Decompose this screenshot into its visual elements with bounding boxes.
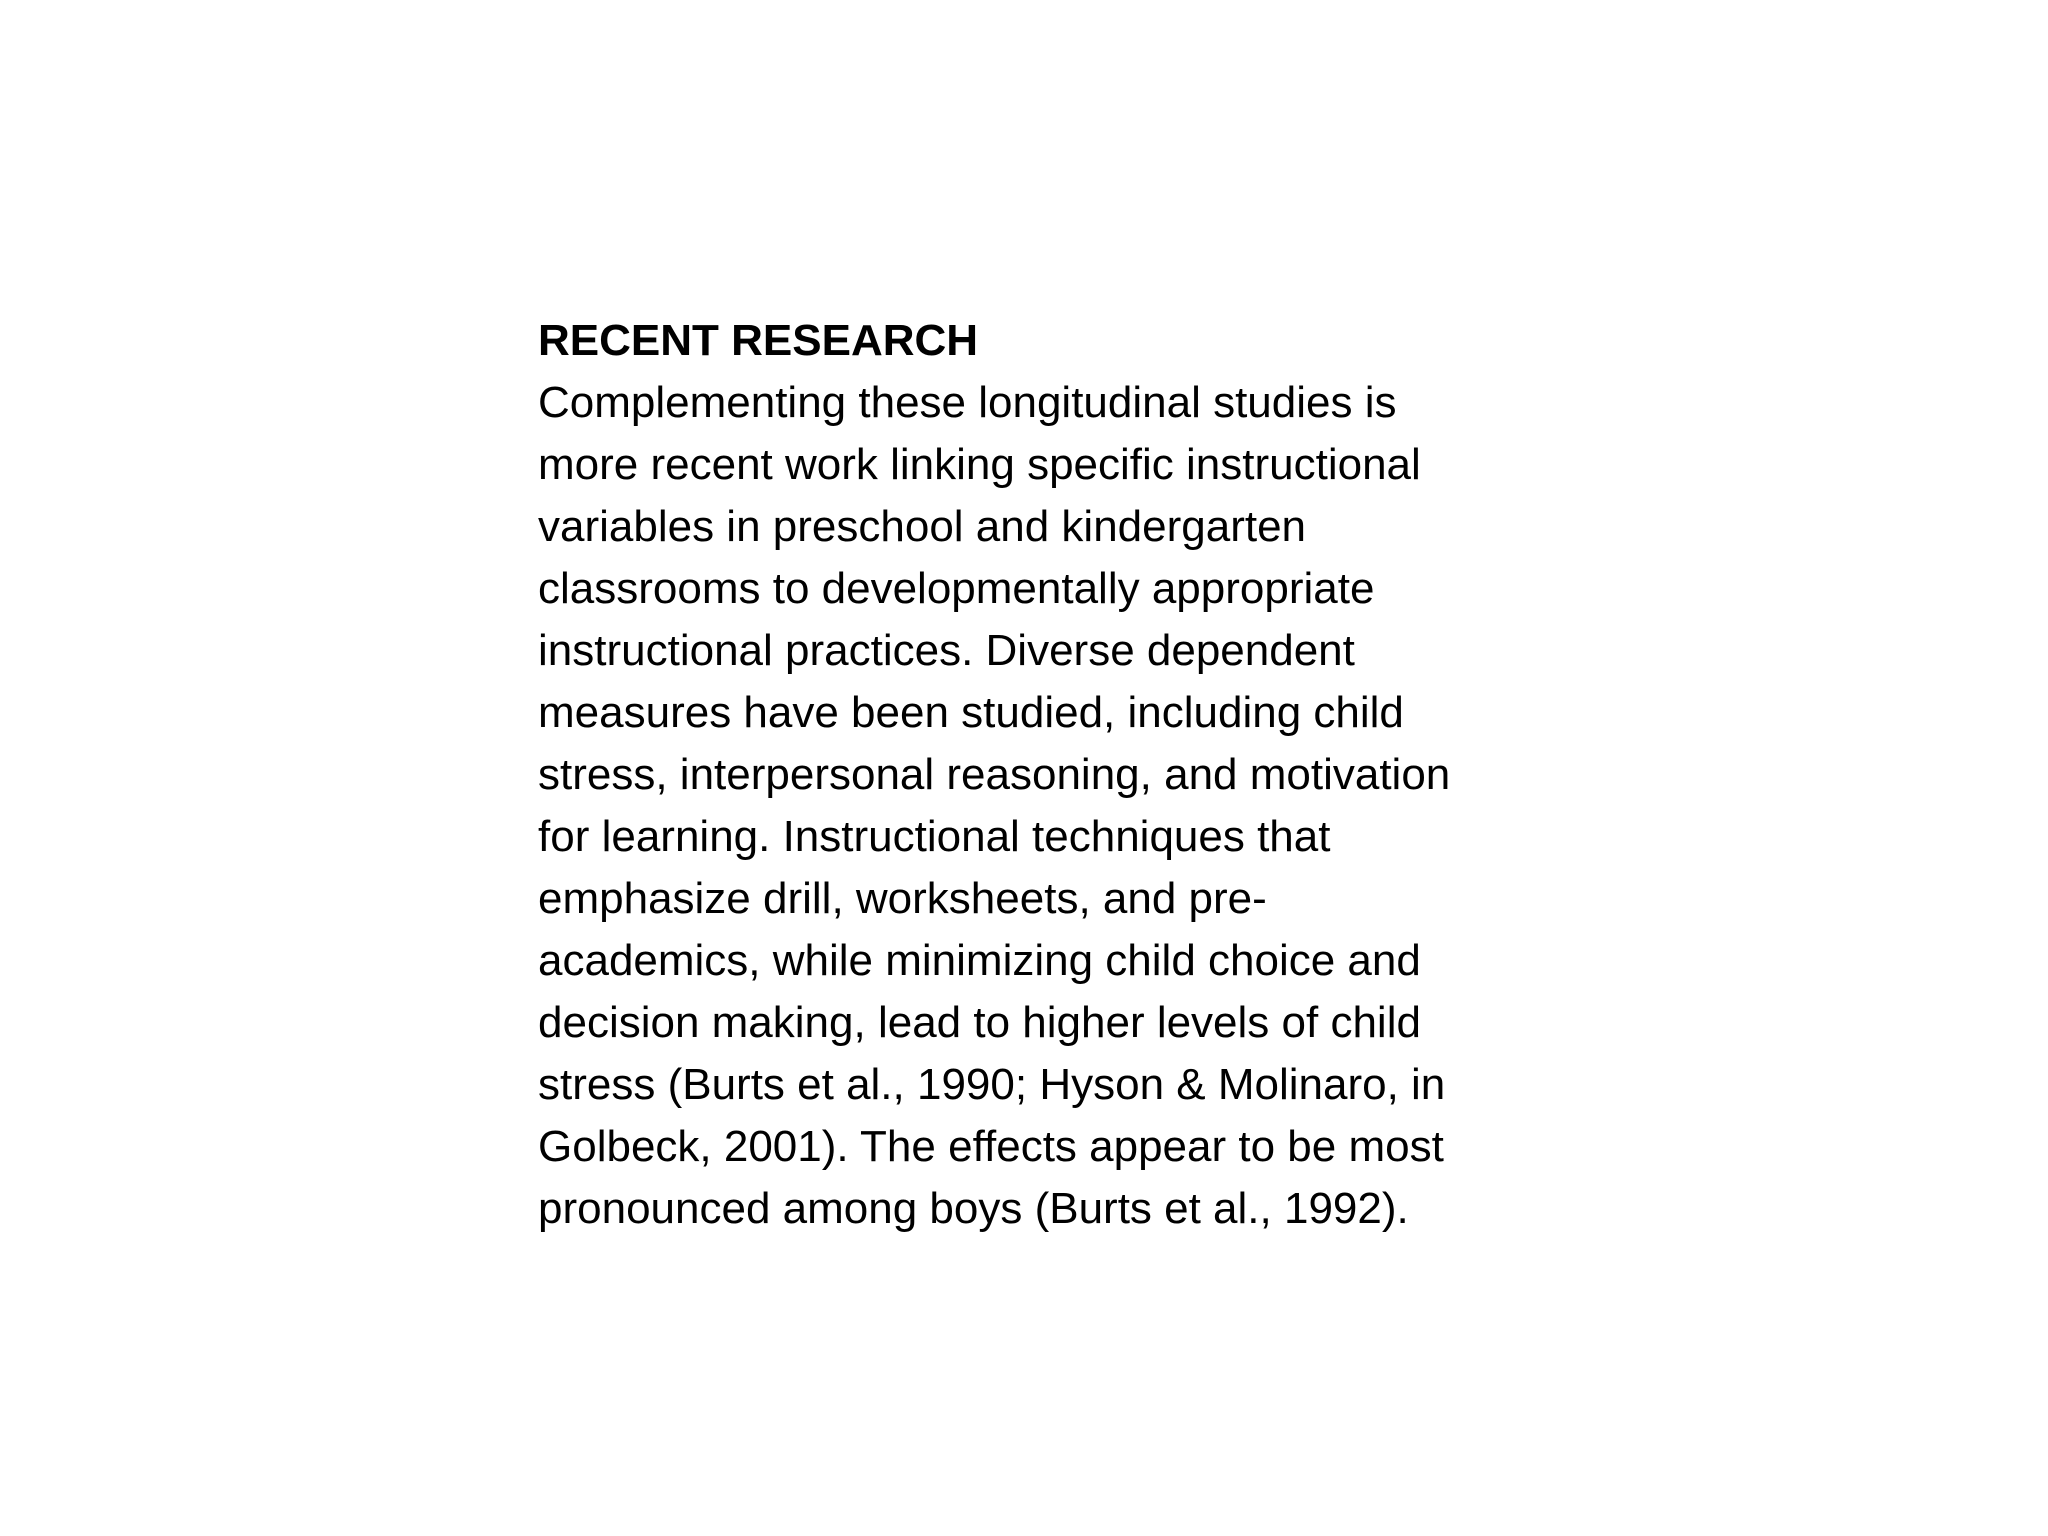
paragraph-line: more recent work linking specific instructional xyxy=(538,440,1421,489)
paragraph-line: pronounced among boys (Burts et al., 1992). xyxy=(538,1184,1409,1233)
paragraph-line: measures have been studied, including child xyxy=(538,688,1404,737)
text-block xyxy=(538,310,1558,1240)
paragraph-line: emphasize drill, worksheets, and pre- xyxy=(538,874,1267,923)
paragraph-line: for learning. Instructional techniques that xyxy=(538,812,1331,861)
paragraph-line: instructional practices. Diverse dependent xyxy=(538,626,1355,675)
paragraph-line: stress (Burts et al., 1990; Hyson & Molinaro, in xyxy=(538,1060,1446,1109)
paragraph-line: Golbeck, 2001). The effects appear to be most xyxy=(538,1122,1444,1171)
body-paragraph xyxy=(538,372,1558,1240)
paragraph-line: decision making, lead to higher levels of child xyxy=(538,998,1421,1047)
paragraph-line: Complementing these longitudinal studies is xyxy=(538,378,1397,427)
paragraph-line: variables in preschool and kindergarten xyxy=(538,502,1307,551)
paragraph-line: classrooms to developmentally appropriate xyxy=(538,564,1375,613)
paragraph-line: academics, while minimizing child choice and xyxy=(538,936,1421,985)
section-heading: RECENT RESEARCH xyxy=(538,316,979,365)
paragraph-line: stress, interpersonal reasoning, and motivation xyxy=(538,750,1451,799)
